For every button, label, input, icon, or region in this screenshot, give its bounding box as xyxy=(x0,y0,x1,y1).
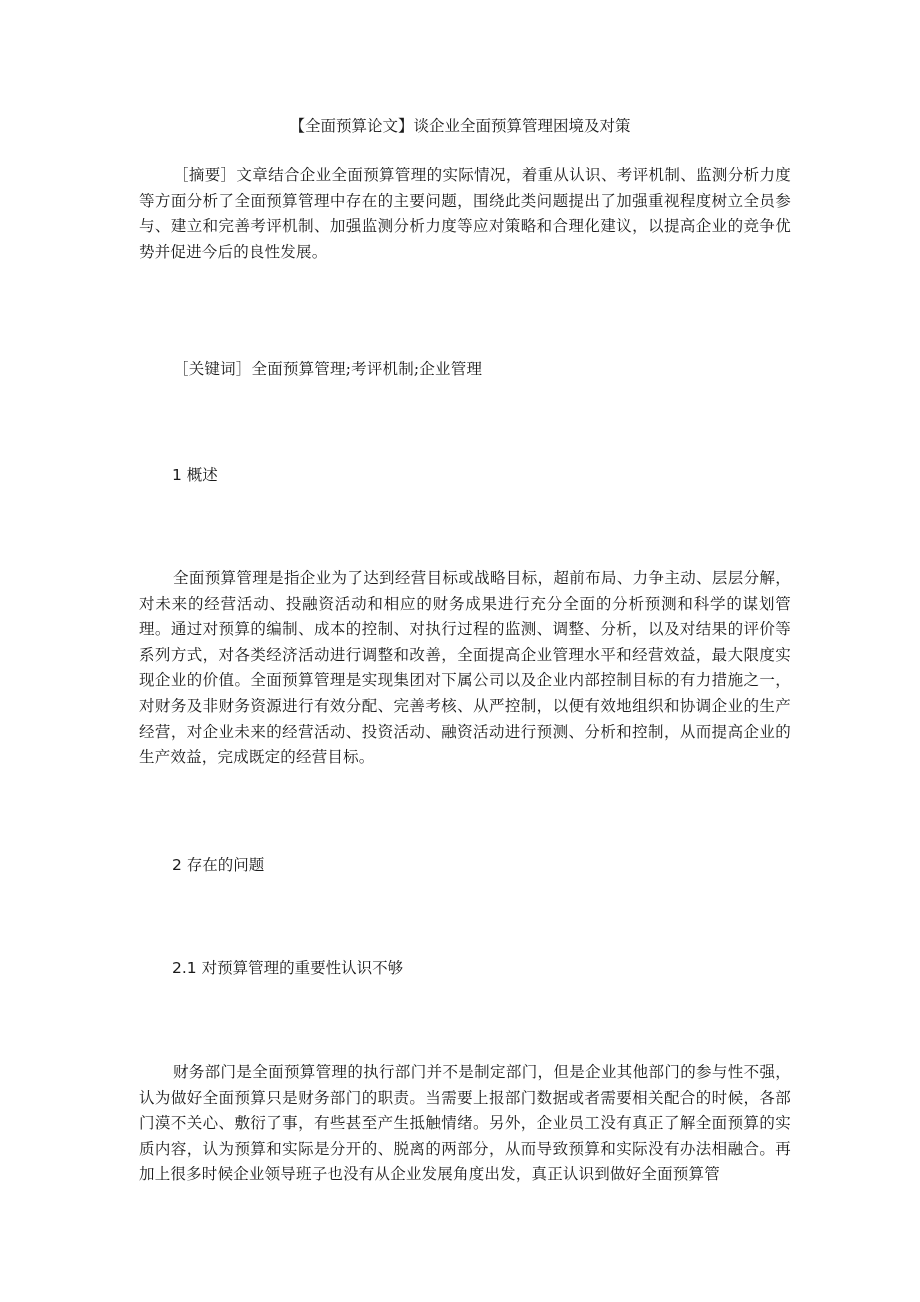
document-title: 【全面预算论文】谈企业全面预算管理困境及对策 xyxy=(289,117,631,135)
keywords-paragraph: ［关键词］全面预算管理;考评机制;企业管理 xyxy=(173,360,483,378)
abstract-paragraph: ［摘要］文章结合企业全面预算管理的实际情况，着重从认识、考评机制、监测分析力度等方面分析了全面预算管理中存在的主要问题，围绕此类问题提出了加强重视程度树立全员参与、建立和完善考评机制、加强监测分析力度等应对策略和合理化建议，以提高企业的竞争优势并促进今后的良性发展。 xyxy=(139,166,791,261)
section-2-1-paragraph: 财务部门是全面预算管理的执行部门并不是制定部门，但是企业其他部门的参与性不强，认为做好全面预算只是财务部门的职责。当需要上报部门数据或者需要相关配合的时候，各部门漠不关心、敷衍了事，有些甚至产生抵触情绪。另外，企业员工没有真正了解全面预算的实质内容，认为预算和实际是分开的、脱离的两部分，从而导致预算和实际没有办法相融合。再加上很多时候企业领导班子也没有从企业发展角度出发，真正认识到做好全面预算管 xyxy=(139,1063,791,1184)
section-1-heading: 1 概述 xyxy=(172,466,218,484)
section-1-paragraph: 全面预算管理是指企业为了达到经营目标或战略目标，超前布局、力争主动、层层分解，对未来的经营活动、投融资活动和相应的财务成果进行充分全面的分析预测和科学的谋划管理。通过对预算的编制、成本的控制、对执行过程的监测、调整、分析，以及对结果的评价等系列方式，对各类经济活动进行调整和改善，全面提高企业管理水平和经营效益，最大限度实现企业的价值。全面预算管理是实现集团对下属公司以及企业内部控制目标的有力措施之一，对财务及非财务资源进行有效分配、完善考核、从严控制，以便有效地组织和协调企业的生产经营，对企业未来的经营活动、投资活动、融资活动进行预测、分析和控制，从而提高企业的生产效益，完成既定的经营目标。 xyxy=(139,569,791,767)
section-2-1-heading: 2.1 对预算管理的重要性认识不够 xyxy=(172,959,404,977)
section-2-heading: 2 存在的问题 xyxy=(172,856,265,874)
